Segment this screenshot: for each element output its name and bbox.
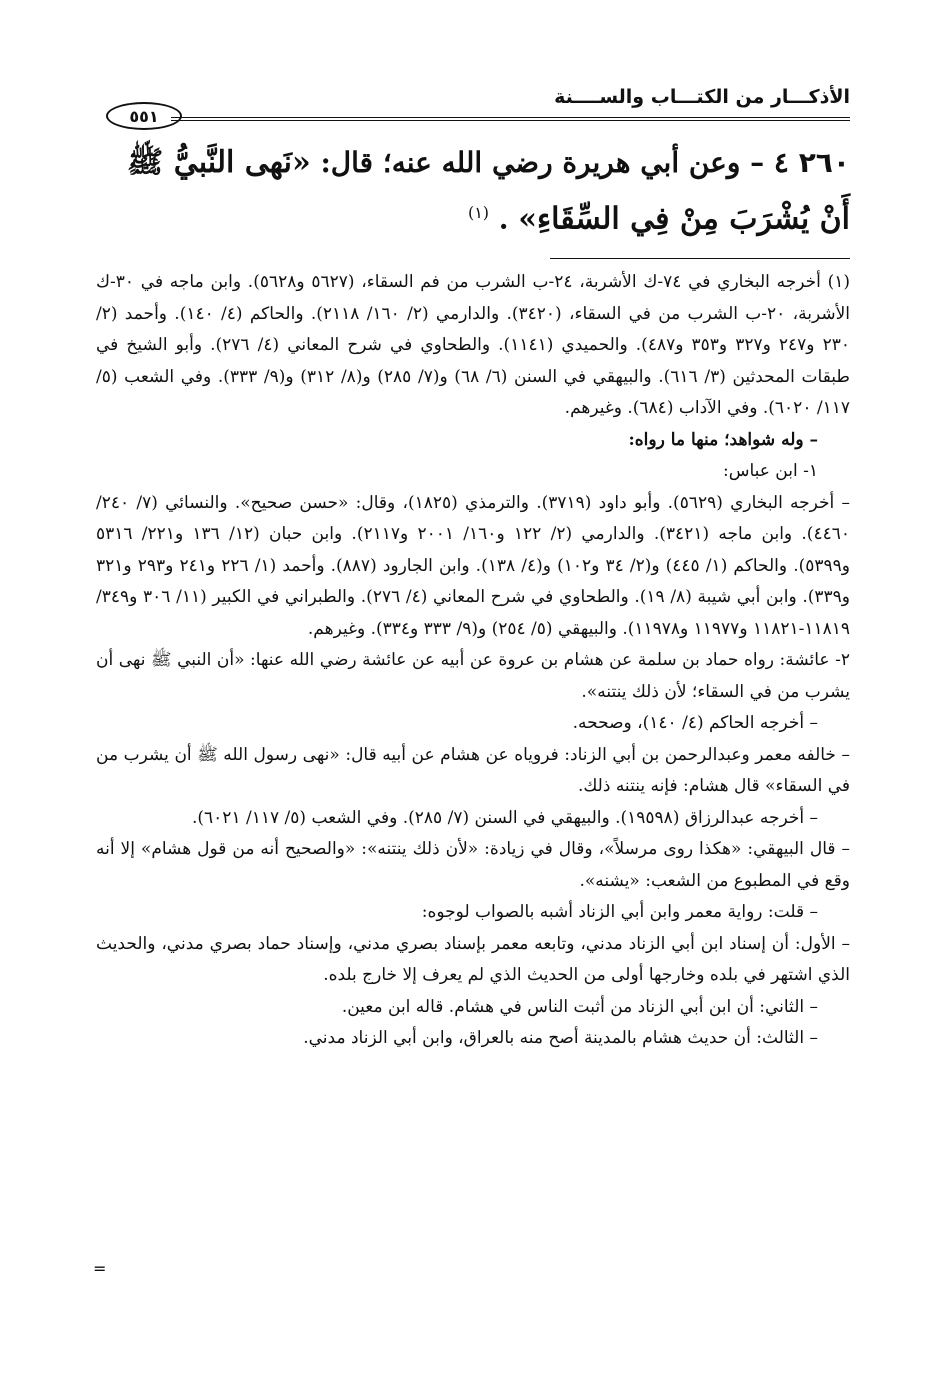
- page: [96, 84, 850, 1055]
- footnote-paragraph: (١) أخرجه البخاري في ٧٤-ك الأشربة، ٢٤-ب الشرب من فم السقاء، (٥٦٢٧ و٥٦٢٨). وابن ماجه في ٣٠-ك الأشربة، ٢٠-ب الشرب من في السقاء، (٣٤٢٠). والدارمي (٢/ ١٦٠/ ٢١١٨). والحاكم (٤/ ١٤٠). وأحمد (٢/ ٢٣٠ و٢٤٧ و٣٢٧ و٣٥٣ و٤٨٧). والحميدي (١١٤١). والطحاوي في شرح المعاني (٤/ ٢٧٦). وأبو الشيخ في طبقات المحدثين (٣/ ٦١٦). والبيهقي في السنن (٦/ ٦٨) و(٧/ ٢٨٥) و(٨/ ٣١٢) و(٩/ ٣٣٣). وفي الشعب (٥/ ١١٧/ ٦٠٢٠). وفي الآداب (٦٨٤). وغيرهم.: [96, 272, 850, 419]
- header-rule: [171, 117, 850, 121]
- footnote-paragraph: – الأول: أن إسناد ابن أبي الزناد مدني، وتابعه معمر بإسناد بصري مدني، وإسناد حماد بصري مدني، والحديث الذي اشتهر في بلده وخارجها أولى من الحديث الذي لم يعرف إلا خارج بلده.: [96, 933, 850, 986]
- footnote-paragraph: – قلت: رواية معمر وابن أبي الزناد أشبه بالصواب لوجوه:: [421, 902, 818, 923]
- footnote-paragraph: – الثالث: أن حديث هشام بالمدينة أصح منه بالعراق، وابن أبي الزناد مدني.: [303, 1028, 818, 1049]
- running-title: الأذكـــار من الكتـــاب والســــنة: [554, 86, 850, 108]
- footnote-paragraph: – أخرجه الحاكم (٤/ ١٤٠)، وصححه.: [572, 713, 818, 734]
- hadith-text: [96, 138, 850, 244]
- footnote-paragraph: ٢- عائشة: رواه حماد بن سلمة عن هشام بن عروة عن أبيه عن عائشة رضي الله عنها: «أن النبي ﷺ نهى أن يشرب من في السقاء؛ لأن ذلك ينتنه».: [96, 650, 850, 702]
- footnote-paragraph: – الثاني: أن ابن أبي الزناد من أثبت الناس في هشام. قاله ابن معين.: [341, 996, 818, 1017]
- hadith-end: .: [498, 202, 509, 236]
- footnote-paragraph: – أخرجه البخاري (٥٦٢٩). وأبو داود (٣٧١٩). والترمذي (١٨٢٥)، وقال: «حسن صحيح». والنسائي (٧/ ٢٤٠/ ٤٤٦٠). وابن ماجه (٣٤٢١). والدارمي (٢/ ١٢٢ و١٦٠/ ٢٠٠١ و٢١١٧). وابن حبان (١٢/ ١٣٦ و٢٢١/ ٥٣١٦ و٥٣٩٩). والحاكم (١/ ٤٤٥) و(٢/ ٣٤ و١٠٢) و(٤/ ١٣٨). وابن الجارود (٨٨٧). وأحمد (١/ ٢٢٦ و٢٤١ و٢٩٣ و٣٢١ و٣٣٩). وابن أبي شيبة (٨/ ١٩). والطحاوي في شرح المعاني (٤/ ٢٧٦). والطبراني في الكبير (١١/ ٣٠٦ و٣٤٩/ ١١٨١٩-١١٨٢١ و١١٩٧٧ و١١٩٧٨). والبيهقي (٥/ ٢٥٤) و(٩/ ٣٣٣ و٣٣٤). وغيرهم.: [96, 492, 851, 639]
- footnote-paragraph: – خالفه معمر وعبدالرحمن بن أبي الزناد: فروياه عن هشام عن أبيه قال: «نهى رسول الله ﷺ أن يشرب من في السقاء» قال هشام: فإنه ينتنه ذلك.: [96, 744, 850, 797]
- footnote-paragraph: – وله شواهد؛ منها ما رواه:: [628, 429, 818, 450]
- hadith-quote: «نَهى النَّبيُّ ﷺ أَنْ يُشْرَبَ مِنْ فِي السِّقَاءِ»: [127, 145, 850, 237]
- footnote-paragraph: – قال البيهقي: «هكذا روى مرسلاً»، وقال في زيادة: «لأن ذلك ينتنه»: «والصحيح أنه من قول هشام» إلا أنه وقع في المطبوع من الشعب: «يشنه».: [96, 839, 851, 891]
- continuation-mark: =: [93, 1259, 107, 1278]
- hadith-number: ٢٦٠: [798, 146, 850, 179]
- footnotes: [96, 267, 850, 1055]
- page-number: ٥٥١: [106, 102, 182, 130]
- hadith-intro: – وعن أبي هريرة رضي الله عنه؛ قال:: [320, 146, 765, 179]
- hadith-sub-number: ٤: [773, 146, 789, 179]
- footnote-ref: (١): [467, 203, 490, 222]
- footnote-separator: [550, 258, 850, 259]
- running-header: [96, 84, 850, 132]
- footnote-paragraph: – أخرجه عبدالرزاق (١٩٥٩٨). والبيهقي في السنن (٧/ ٢٨٥). وفي الشعب (٥/ ١١٧/ ٦٠٢١).: [192, 807, 818, 828]
- footnote-paragraph: ١- ابن عباس:: [722, 461, 818, 482]
